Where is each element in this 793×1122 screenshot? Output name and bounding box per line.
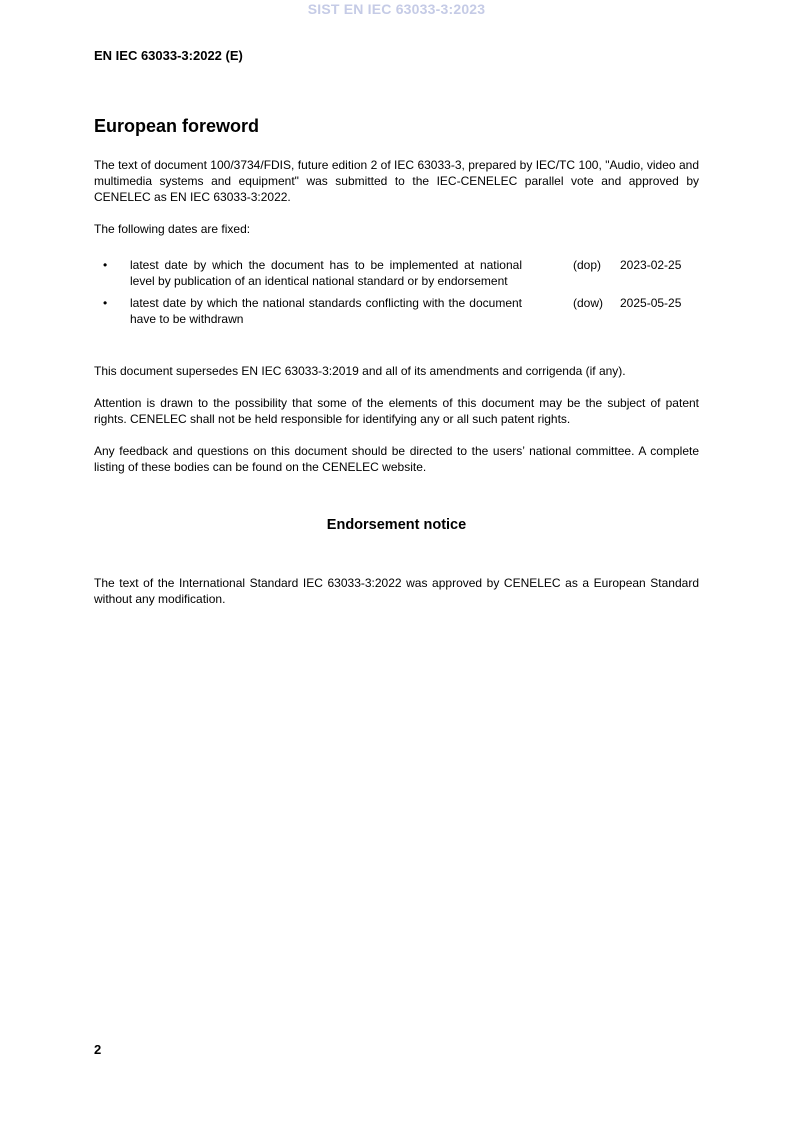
watermark-text: SIST EN IEC 63033-3:2023 <box>307 1 486 17</box>
date-item-code: (dop) <box>573 258 602 272</box>
dates-intro-paragraph: The following dates are fixed: <box>94 222 251 236</box>
endorsement-title: Endorsement notice <box>326 517 467 533</box>
date-item-text: latest date by which the national standards conflicting with the document have to be withdrawn <box>130 296 522 326</box>
bullet-icon: • <box>103 296 108 310</box>
date-item-code: (dow) <box>573 296 604 310</box>
document-id-header: EN IEC 63033-3:2022 (E) <box>94 48 243 63</box>
supersedes-paragraph: This document supersedes EN IEC 63033-3:2019 and all of its amendments and corrigenda (if any). <box>94 364 626 378</box>
feedback-paragraph: Any feedback and questions on this document should be directed to the users’ national committee. A complete listing of these bodies can be found on the CENELEC website. <box>94 444 699 474</box>
date-item-date: 2023-02-25 <box>620 258 682 272</box>
date-item-text: latest date by which the document has to be implemented at national level by publication of an identical national standard or by endorsement <box>130 258 522 288</box>
foreword-title: European foreword <box>94 116 260 136</box>
patent-notice-paragraph: Attention is drawn to the possibility that some of the elements of this document may be the subject of patent rights. CENELEC shall not be held responsible for identifying any or all such patent rights. <box>94 396 699 426</box>
page-number: 2 <box>94 1042 102 1057</box>
date-item-date: 2025-05-25 <box>620 296 682 310</box>
endorsement-paragraph: The text of the International Standard IEC 63033-3:2022 was approved by CENELEC as a European Standard without any modification. <box>94 576 699 606</box>
foreword-intro-paragraph: The text of document 100/3734/FDIS, future edition 2 of IEC 63033-3, prepared by IEC/TC 100, "Audio, video and multimedia systems and equipment" was submitted to the IEC-CENELEC parallel vote and approved by CENELEC as EN IEC 63033-3:2022. <box>94 158 699 204</box>
bullet-icon: • <box>103 258 108 272</box>
